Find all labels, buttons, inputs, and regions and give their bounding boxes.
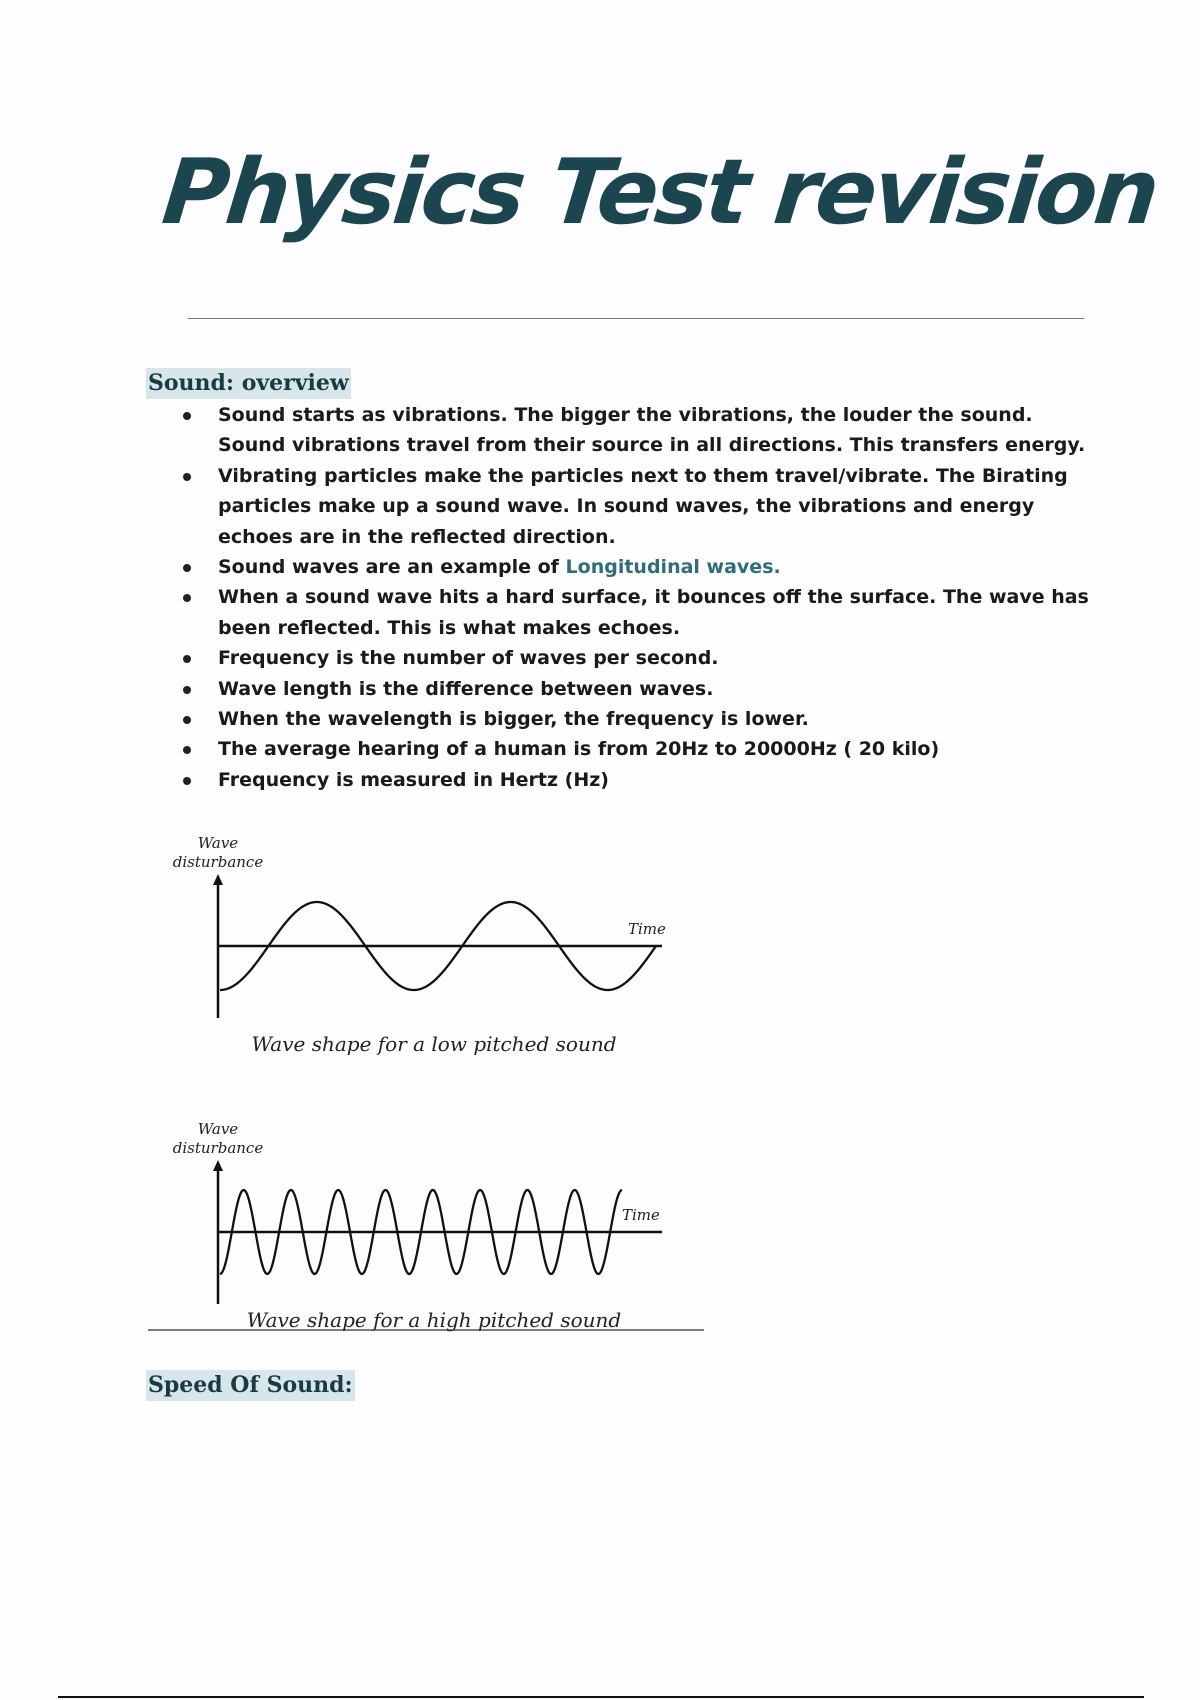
section-heading-sound-overview: Sound: overview bbox=[146, 368, 351, 399]
list-item-text: Wave length is the difference between waves. bbox=[218, 677, 714, 700]
figure-caption: Wave shape for a low pitched sound bbox=[251, 1032, 617, 1056]
high-pitch-wave-figure bbox=[160, 1118, 720, 1338]
section-heading-speed-of-sound: Speed Of Sound: bbox=[146, 1370, 355, 1401]
y-axis-arrow-icon bbox=[213, 1160, 223, 1171]
list-item-text: When the wavelength is bigger, the frequency is lower. bbox=[218, 708, 809, 731]
list-item bbox=[180, 765, 1100, 795]
page-bottom-border bbox=[58, 1696, 1144, 1698]
list-item bbox=[180, 643, 1100, 673]
bullet-icon bbox=[183, 564, 191, 572]
y-axis-arrow-icon bbox=[213, 874, 223, 885]
list-item-text: Vibrating particles make the particles next to them travel/vibrate. The Birating particles make up a sound wave. In sound waves, the vibrations and energy echoes are in the reflected direction. bbox=[218, 464, 1068, 548]
sound-overview-list bbox=[180, 400, 1100, 795]
list-item-text: Sound starts as vibrations. The bigger the vibrations, the louder the sound. Sound vibrations travel from their source in all directions. This transfers energy. bbox=[218, 404, 1086, 457]
bullet-icon bbox=[183, 594, 191, 602]
page-title: Physics Test revision bbox=[158, 140, 1162, 245]
y-axis-label-line2: disturbance bbox=[172, 853, 264, 871]
list-item-text: The average hearing of a human is from 20Hz to 20000Hz ( 20 kilo) bbox=[218, 738, 940, 761]
list-item bbox=[180, 674, 1100, 704]
longitudinal-waves-link[interactable]: Longitudinal waves. bbox=[565, 556, 781, 579]
y-axis-label-line2: disturbance bbox=[172, 1139, 264, 1157]
bullet-icon bbox=[183, 473, 191, 481]
list-item bbox=[180, 582, 1100, 643]
list-item-text: Frequency is measured in Hertz (Hz) bbox=[218, 768, 609, 791]
list-item bbox=[180, 704, 1100, 734]
y-axis-label-line1: Wave bbox=[197, 1120, 239, 1138]
list-item-text: Sound waves are an example of bbox=[218, 556, 566, 579]
list-item bbox=[180, 552, 1100, 582]
list-item-text: Frequency is the number of waves per second. bbox=[218, 647, 719, 670]
list-item-text: When a sound wave hits a hard surface, it bounces off the surface. The wave has been reflected. This is what makes echoes. bbox=[218, 586, 1089, 639]
list-item bbox=[180, 734, 1100, 764]
bullet-icon bbox=[183, 746, 191, 754]
bullet-icon bbox=[183, 716, 191, 724]
x-axis-label: Time bbox=[622, 1206, 660, 1224]
y-axis-label-line1: Wave bbox=[197, 834, 239, 852]
figure-caption: Wave shape for a high pitched sound bbox=[246, 1308, 622, 1332]
low-pitch-wave-figure bbox=[160, 830, 720, 1060]
bullet-icon bbox=[183, 686, 191, 694]
x-axis-label: Time bbox=[628, 920, 666, 938]
list-item bbox=[180, 461, 1100, 552]
bullet-icon bbox=[183, 412, 191, 420]
list-item bbox=[180, 400, 1100, 461]
bullet-icon bbox=[183, 777, 191, 785]
bullet-icon bbox=[183, 655, 191, 663]
title-divider bbox=[188, 318, 1084, 319]
